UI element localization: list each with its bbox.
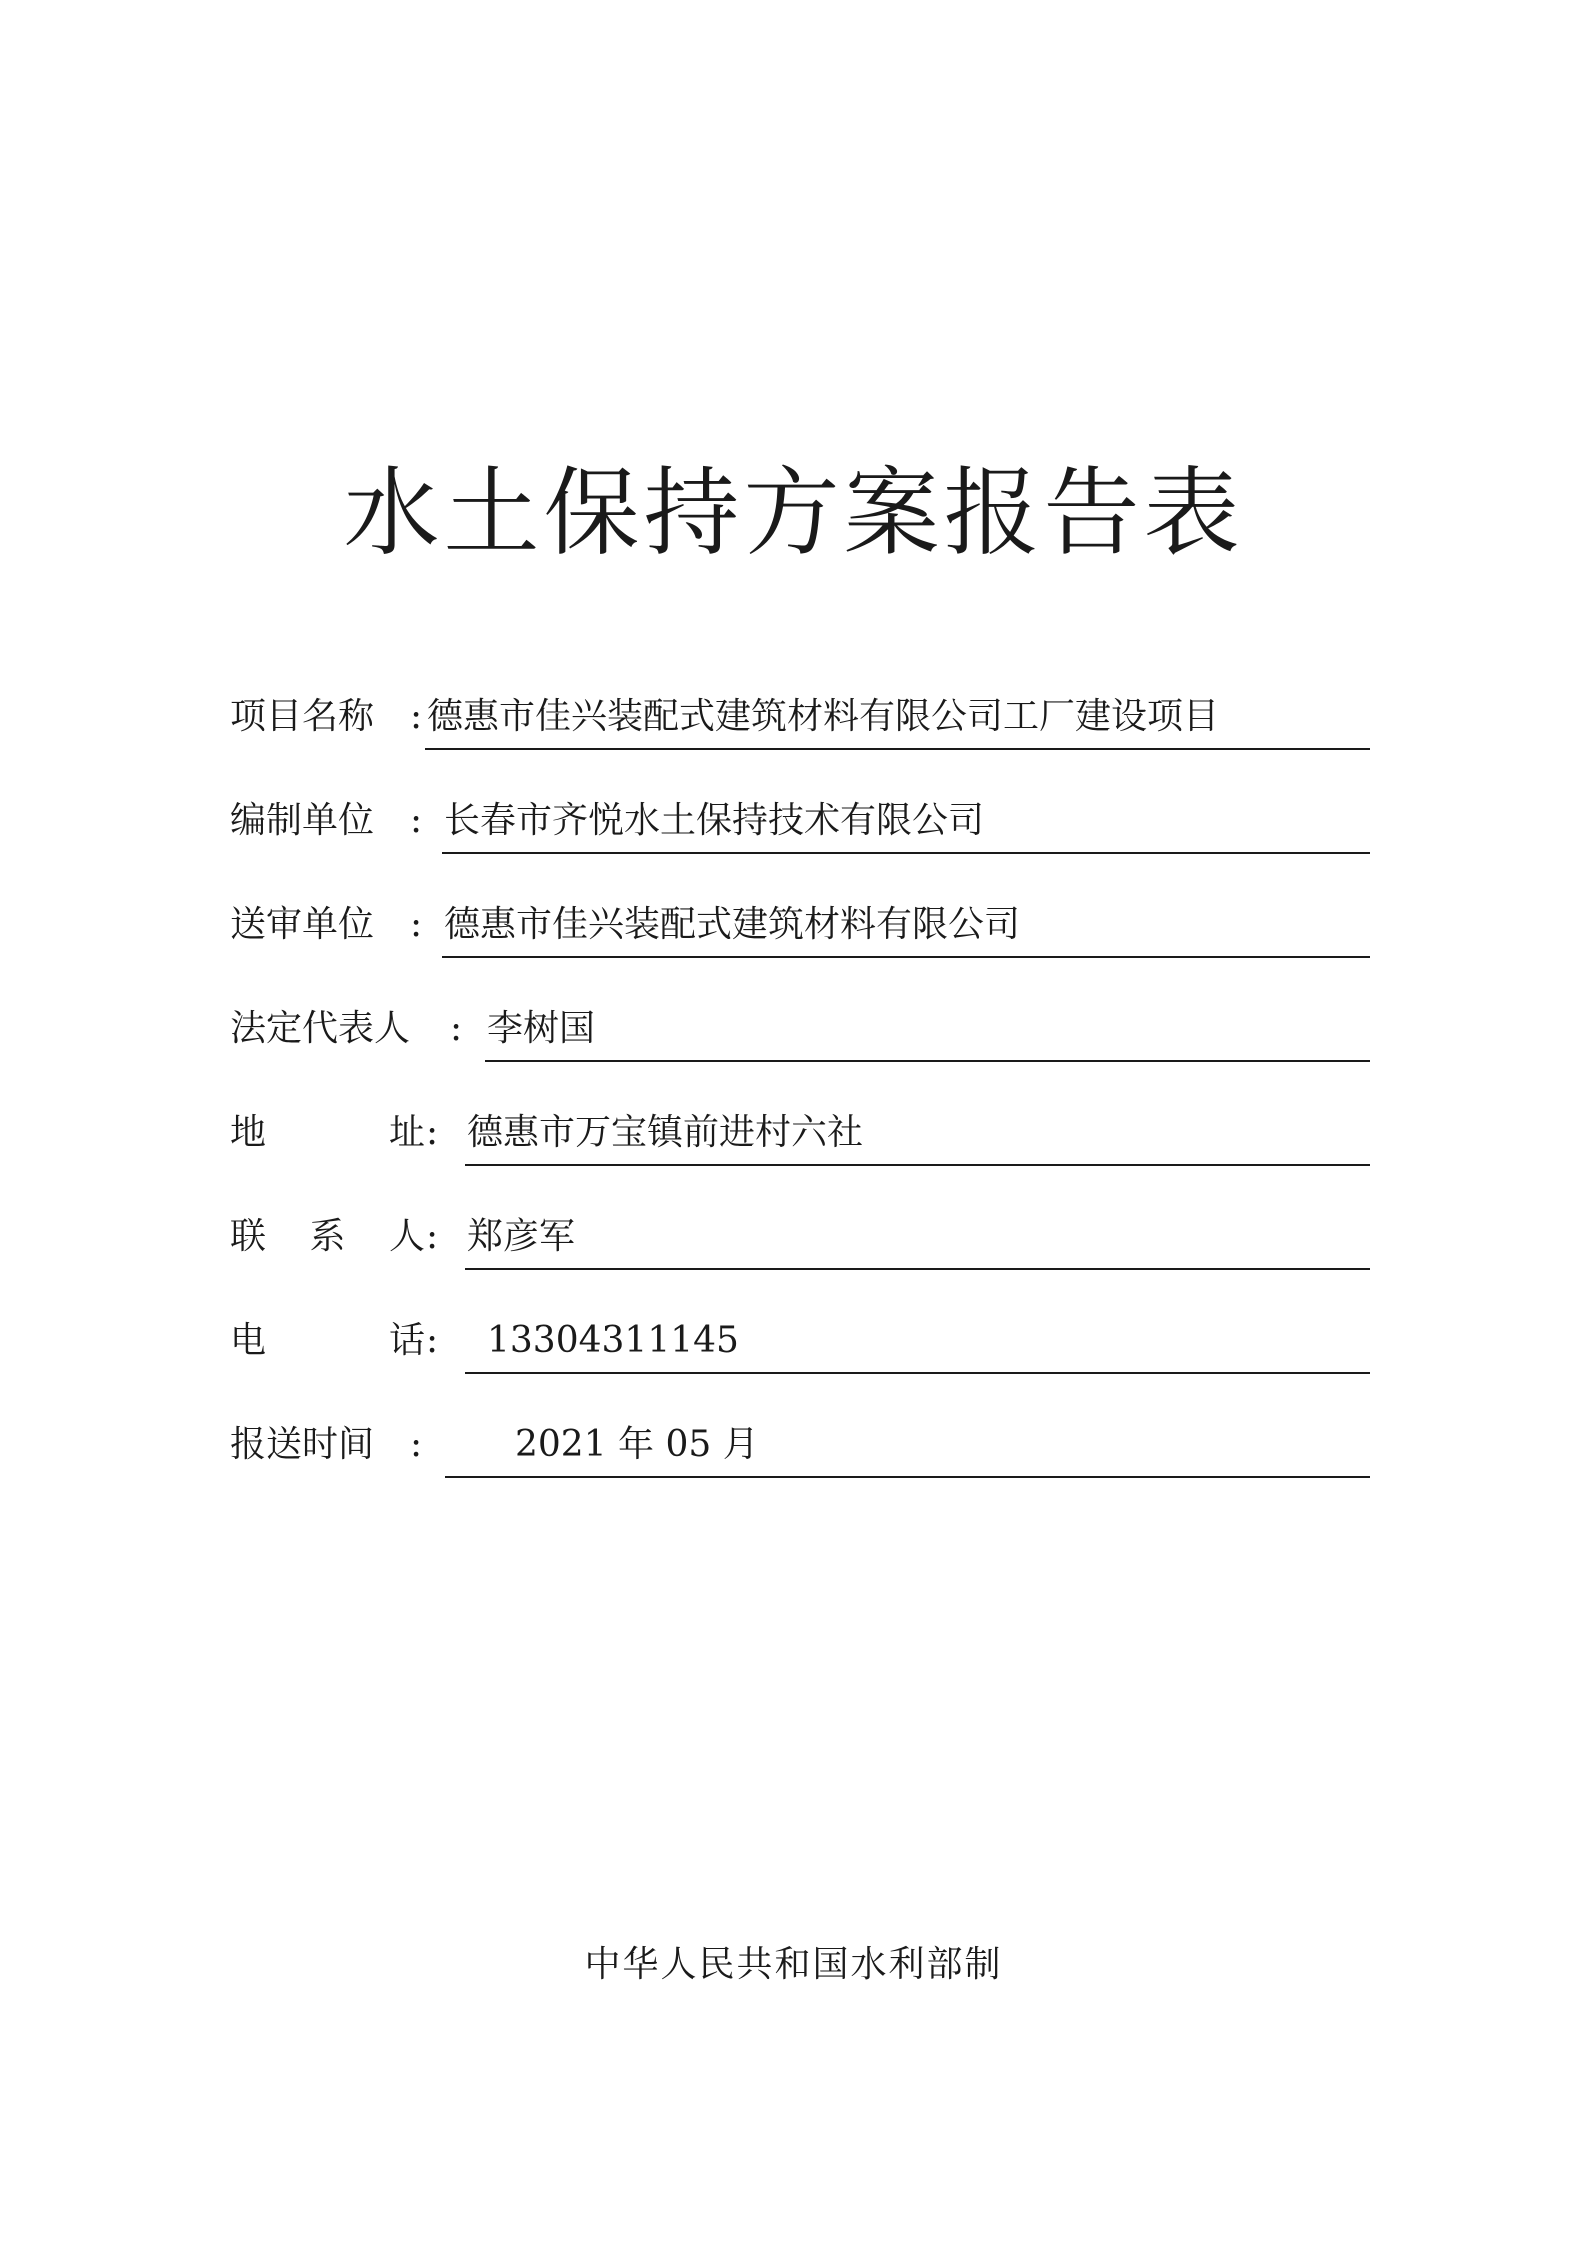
field-label-char: 联 xyxy=(230,1216,267,1257)
field-value: 德惠市佳兴装配式建筑材料有限公司 xyxy=(442,900,1370,958)
issuer-footer: 中华人民共和国水利部制 xyxy=(584,1944,1003,1985)
field-submitter: 送审单位 : 德惠市佳兴装配式建筑材料有限公司 xyxy=(230,898,1370,958)
field-label-char: 系 xyxy=(309,1216,346,1257)
field-value: 2021 年 05 月 xyxy=(445,1420,1370,1478)
field-address: 地 址 : 德惠市万宝镇前进村六社 xyxy=(230,1106,1370,1166)
field-label-char: 人 xyxy=(388,1216,425,1257)
field-value: 长春市齐悦水土保持技术有限公司 xyxy=(442,796,1370,854)
field-value: 郑彦军 xyxy=(465,1212,1370,1270)
field-label: 法定代表人 xyxy=(230,1008,411,1049)
field-value: 德惠市万宝镇前进村六社 xyxy=(465,1108,1370,1166)
field-submit-date: 报送时间 : 2021 年 05 月 xyxy=(230,1418,1370,1478)
field-label: 送审单位 xyxy=(230,904,375,945)
field-label xyxy=(230,1212,425,1262)
field-label: 编制单位 xyxy=(230,800,375,841)
field-label-char: 址 xyxy=(388,1112,425,1153)
page-title: 水土保持方案报告表 xyxy=(343,457,1244,569)
field-label: 报送时间 xyxy=(230,1424,375,1465)
field-phone: 电 话 : 13304311145 xyxy=(230,1314,1370,1374)
field-legal-rep: 法定代表人 : 李树国 xyxy=(230,1002,1370,1062)
field-value: 李树国 xyxy=(485,1004,1370,1062)
field-compiler: 编制单位 : 长春市齐悦水土保持技术有限公司 xyxy=(230,794,1370,854)
field-label xyxy=(230,1108,425,1158)
field-label xyxy=(230,1316,425,1366)
field-value: 13304311145 xyxy=(465,1316,1370,1374)
field-label-char: 电 xyxy=(230,1320,267,1361)
field-contact: 联 系 人 : 郑彦军 xyxy=(230,1210,1370,1270)
field-label-char: 话 xyxy=(388,1320,425,1361)
field-project-name: 项目名称 : 德惠市佳兴装配式建筑材料有限公司工厂建设项目 xyxy=(230,690,1370,750)
field-label-char: 地 xyxy=(230,1112,267,1153)
field-label: 项目名称 xyxy=(230,696,375,737)
field-value: 德惠市佳兴装配式建筑材料有限公司工厂建设项目 xyxy=(425,692,1370,750)
